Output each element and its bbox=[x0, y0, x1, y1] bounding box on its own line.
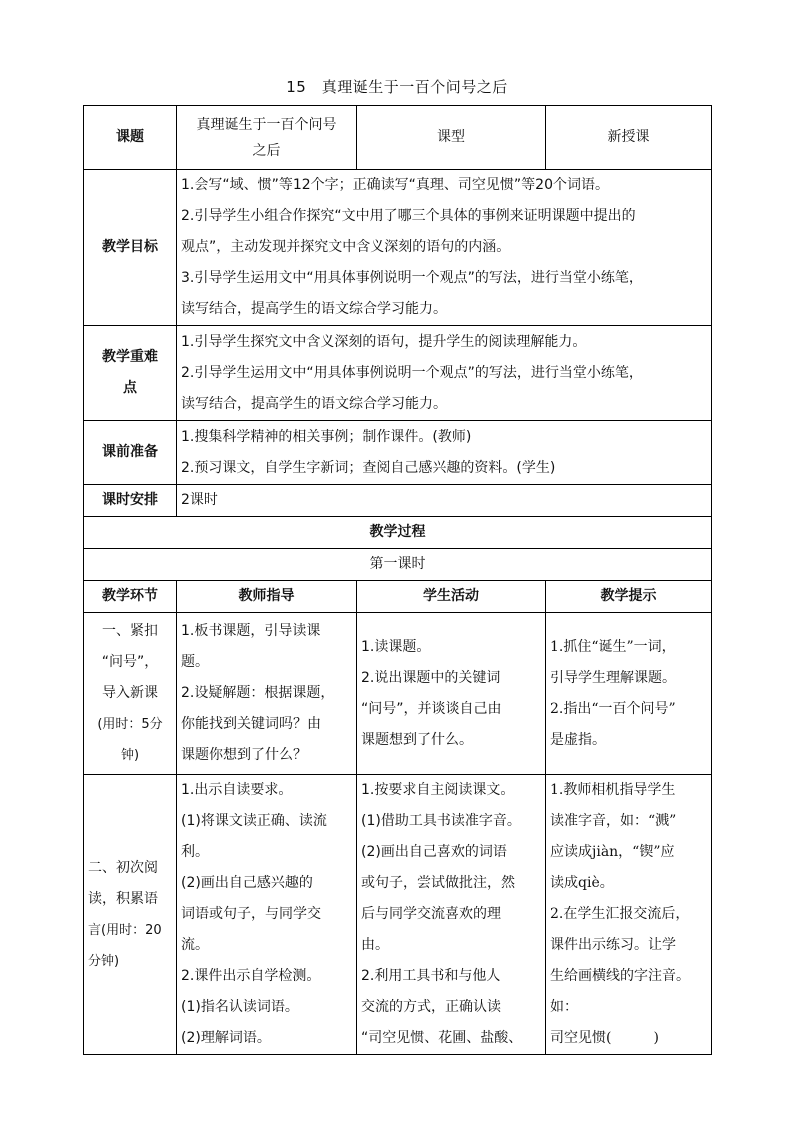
student-line: 1.按要求自主阅读课文。 bbox=[361, 782, 515, 798]
stage-line: (用时：5分 bbox=[97, 717, 163, 732]
schedule-label: 课时安排 bbox=[84, 485, 177, 517]
stage-cell bbox=[84, 775, 177, 1055]
hint-line: 应读成jiàn，“锲”应 bbox=[550, 844, 675, 860]
hint-line: 是虚指。 bbox=[550, 731, 606, 748]
type-label: 课型 bbox=[357, 106, 546, 170]
goals-row bbox=[84, 170, 712, 326]
key-point-line: 读写结合，提高学生的语文综合学习能力。 bbox=[181, 395, 447, 412]
stage-cell bbox=[84, 613, 177, 775]
key-points-label-line: 教学重难 bbox=[102, 349, 158, 365]
preparation-label: 课前准备 bbox=[84, 421, 177, 485]
student-line: 2.说出课题中的关键词 bbox=[361, 669, 501, 686]
goal-line: 1.会写“域、惯”等12个字；正确读写“真理、司空见惯”等20个词语。 bbox=[181, 177, 609, 193]
hint-cell bbox=[546, 613, 712, 775]
student-line: “问号”，并谈谈自己由 bbox=[361, 700, 502, 717]
column-header: 学生活动 bbox=[357, 581, 546, 613]
teacher-line: 你能找到关键词吗？由 bbox=[181, 716, 321, 732]
hint-line: 1.抓住“诞生”一词， bbox=[550, 638, 676, 655]
student-line: 1.读课题。 bbox=[361, 638, 431, 655]
teacher-line: 1.出示自读要求。 bbox=[181, 782, 293, 798]
student-cell bbox=[357, 775, 546, 1055]
preparation-content bbox=[177, 421, 712, 485]
goal-line: 观点”，主动发现并探究文中含义深刻的语句的内涵。 bbox=[181, 239, 511, 255]
teacher-line: 2.课件出示自学检测。 bbox=[181, 968, 321, 984]
stage-line: 言(用时：20 bbox=[88, 922, 162, 938]
teacher-line: (1)指名认读词语。 bbox=[181, 999, 299, 1015]
process-title: 教学过程 bbox=[84, 517, 712, 549]
teacher-line: 词语或句子，与同学交 bbox=[181, 906, 321, 922]
teacher-line: (2)理解词语。 bbox=[181, 1030, 271, 1046]
hint-line: 读准字音，如：“溅” bbox=[550, 813, 677, 829]
column-header-row bbox=[84, 581, 712, 613]
topic-row bbox=[84, 106, 712, 170]
hint-line: 司空见惯( ) bbox=[550, 1030, 659, 1046]
hint-line: 2.指出“一百个问号” bbox=[550, 700, 676, 717]
stage-row bbox=[84, 775, 712, 1055]
column-header: 教学环节 bbox=[84, 581, 177, 613]
student-line: 2.利用工具书和与他人 bbox=[361, 968, 501, 984]
hint-cell bbox=[546, 775, 712, 1055]
preparation-row bbox=[84, 421, 712, 485]
stage-line: 分钟) bbox=[88, 953, 120, 969]
hint-line: 读成qiè。 bbox=[550, 875, 614, 891]
stage-line: 导入新课 bbox=[102, 685, 158, 701]
goal-line: 3.引导学生运用文中“用具体事例说明一个观点”的写法，进行当堂小练笔， bbox=[181, 270, 643, 286]
goals-label: 教学目标 bbox=[84, 170, 177, 326]
student-line: 由。 bbox=[361, 937, 389, 953]
teacher-line: (1)将课文读正确、读流 bbox=[181, 813, 327, 829]
column-header: 教师指导 bbox=[177, 581, 357, 613]
key-points-label-line: 点 bbox=[123, 380, 137, 396]
stage-line: 一、紧扣 bbox=[102, 623, 158, 639]
page-title: 15 真理诞生于一百个问号之后 bbox=[286, 78, 508, 96]
schedule-row bbox=[84, 485, 712, 517]
preparation-line: 1.搜集科学精神的相关事例；制作课件。(教师) bbox=[181, 428, 472, 445]
lesson-title-row bbox=[84, 549, 712, 581]
teacher-line: (2)画出自己感兴趣的 bbox=[181, 875, 313, 891]
key-points-content bbox=[177, 326, 712, 421]
goals-content bbox=[177, 170, 712, 326]
type-value: 新授课 bbox=[546, 106, 712, 170]
goal-line: 2.引导学生小组合作探究“文中用了哪三个具体的事例来证明课题中提出的 bbox=[181, 208, 636, 224]
key-points-label bbox=[84, 326, 177, 421]
teacher-cell bbox=[177, 613, 357, 775]
student-line: 后与同学交流喜欢的理 bbox=[361, 906, 501, 922]
student-line: 交流的方式，正确认读 bbox=[361, 999, 501, 1015]
topic-value bbox=[177, 106, 357, 170]
topic-label: 课题 bbox=[84, 106, 177, 170]
key-point-line: 1.引导学生探究文中含义深刻的语句，提升学生的阅读理解能力。 bbox=[181, 333, 587, 350]
hint-line: 2.在学生汇报交流后， bbox=[550, 906, 690, 922]
hint-line: 引导学生理解课题。 bbox=[550, 669, 676, 686]
stage-line: “问号”， bbox=[101, 654, 159, 670]
lesson-plan-table bbox=[83, 105, 712, 1055]
teacher-cell bbox=[177, 775, 357, 1055]
hint-line: 1.教师相机指导学生 bbox=[550, 782, 676, 798]
student-line: “司空见惯、花圃、盐酸、 bbox=[361, 1030, 523, 1046]
goal-line: 读写结合，提高学生的语文综合学习能力。 bbox=[181, 301, 447, 317]
schedule-value: 2课时 bbox=[177, 485, 712, 517]
teacher-line: 课题你想到了什么？ bbox=[181, 747, 307, 763]
hint-line: 如： bbox=[550, 999, 578, 1015]
teacher-line: 2.设疑解题：根据课题， bbox=[181, 685, 335, 701]
preparation-line: 2.预习课文，自学生字新词；查阅自己感兴趣的资料。(学生) bbox=[181, 459, 556, 476]
hint-line: 生给画横线的字注音。 bbox=[550, 968, 690, 984]
teacher-line: 流。 bbox=[181, 937, 209, 953]
topic-line: 之后 bbox=[252, 142, 281, 159]
lesson-title: 第一课时 bbox=[84, 549, 712, 581]
stage-line: 二、初次阅 bbox=[88, 859, 158, 876]
column-header: 教学提示 bbox=[546, 581, 712, 613]
student-cell bbox=[357, 613, 546, 775]
process-title-row bbox=[84, 517, 712, 549]
stage-line: 钟) bbox=[120, 748, 140, 763]
stage-row bbox=[84, 613, 712, 775]
teacher-line: 利。 bbox=[181, 844, 209, 860]
hint-line: 课件出示练习。让学 bbox=[550, 937, 676, 953]
student-line: 课题想到了什么。 bbox=[361, 731, 473, 748]
teacher-line: 题。 bbox=[181, 654, 209, 670]
student-line: (1)借助工具书读准字音。 bbox=[361, 813, 521, 829]
key-point-line: 2.引导学生运用文中“用具体事例说明一个观点”的写法，进行当堂小练笔， bbox=[181, 364, 643, 381]
topic-line: 真理诞生于一百个问号 bbox=[196, 116, 337, 133]
student-line: 或句子，尝试做批注，然 bbox=[361, 875, 515, 891]
key-points-row bbox=[84, 326, 712, 421]
student-line: (2)画出自己喜欢的词语 bbox=[361, 844, 507, 860]
stage-line: 读，积累语 bbox=[88, 890, 158, 907]
teacher-line: 1.板书课题，引导读课 bbox=[181, 623, 321, 639]
